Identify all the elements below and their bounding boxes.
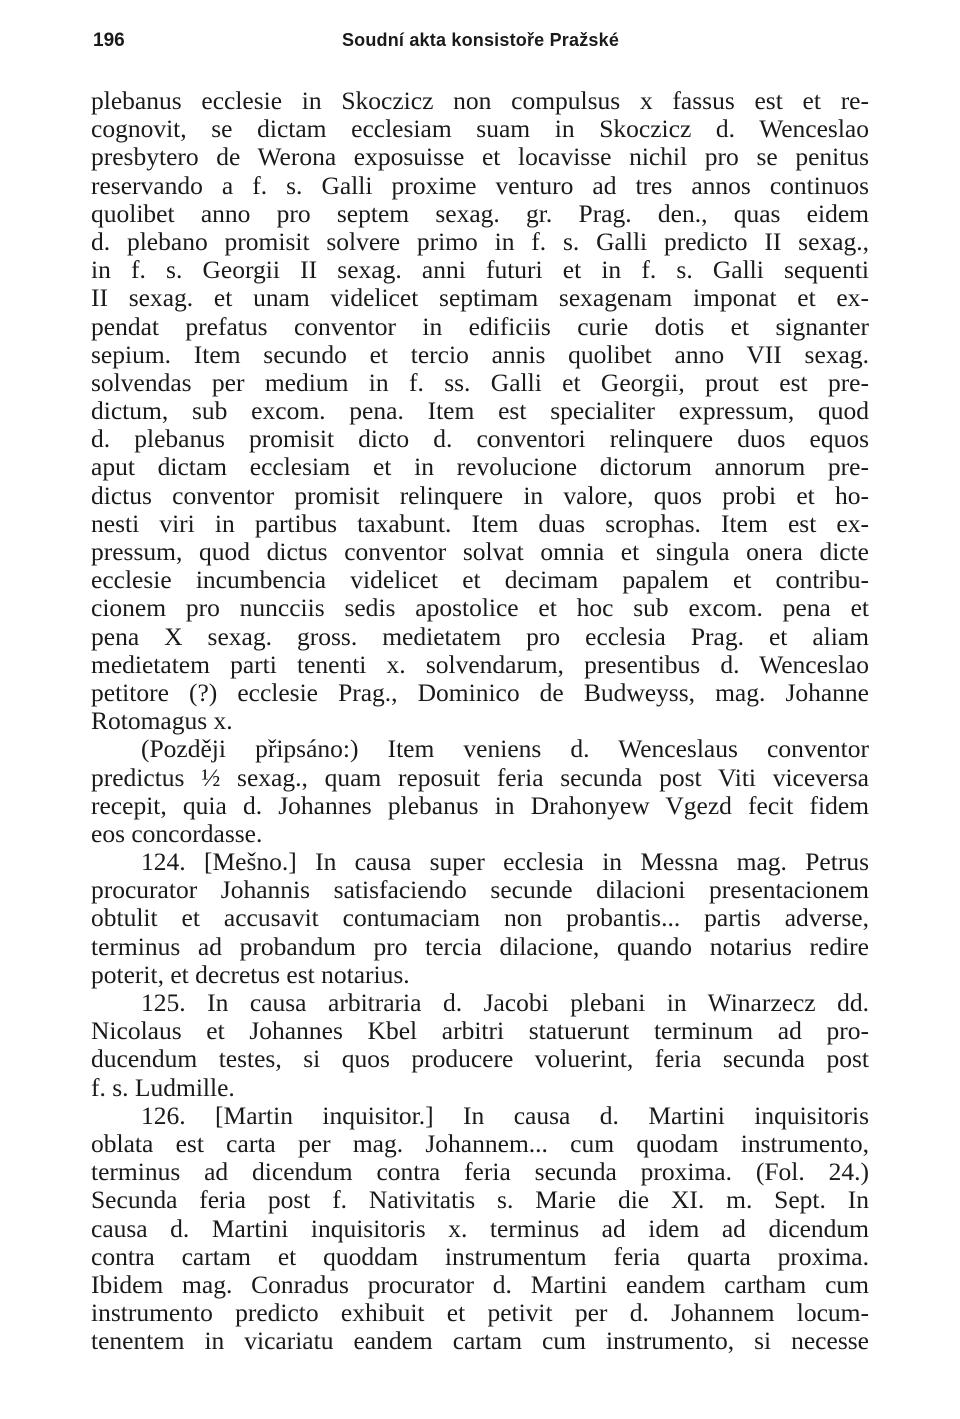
page-number: 196 bbox=[93, 30, 125, 51]
text-line: tenentem in vicariatu eandem cartam cum instrumento, si necesse bbox=[91, 1327, 869, 1356]
text-line: in f. s. Georgii II sexag. anni futuri et in f. s. Galli sequenti bbox=[91, 256, 869, 285]
text-line: Secunda feria post f. Nativitatis s. Marie die XI. m. Sept. In bbox=[91, 1186, 869, 1215]
text-line: cionem pro nuncciis sedis apostolice et hoc sub excom. pena et bbox=[91, 594, 869, 623]
text-line: ecclesie incumbencia videlicet et decimam papalem et contribu- bbox=[91, 566, 869, 595]
text-line: terminus ad probandum pro tercia dilacione, quando notarius redire bbox=[91, 932, 869, 961]
text-line: II sexag. et unam videlicet septimam sexagenam imponat et ex- bbox=[91, 284, 869, 313]
text-line: petitore (?) ecclesie Prag., Dominico de Budweyss, mag. Johanne bbox=[91, 678, 869, 707]
running-title: Soudní akta konsistoře Pražské bbox=[341, 30, 620, 50]
text-line: aput dictam ecclesiam et in revolucione dictorum annorum pre- bbox=[91, 453, 869, 482]
text-line: terminus ad dicendum contra feria secunda proxima. (Fol. 24.) bbox=[91, 1158, 869, 1187]
text-line: nesti viri in partibus taxabunt. Item duas scrophas. Item est ex- bbox=[91, 509, 869, 538]
text-line: Rotomagus x. bbox=[91, 707, 233, 736]
body-text bbox=[91, 87, 869, 1355]
text-line: predictus ½ sexag., quam reposuit feria secunda post Viti viceversa bbox=[91, 763, 869, 792]
text-line: recepit, quia d. Johannes plebanus in Drahonyew Vgezd fecit fidem bbox=[91, 791, 869, 820]
text-line: contra cartam et quoddam instrumentum feria quarta proxima. bbox=[91, 1242, 869, 1271]
text-line: presbytero de Werona exposuisse et locavisse nichil pro se penitus bbox=[91, 143, 869, 172]
text-line: dictum, sub excom. pena. Item est specialiter expressum, quod bbox=[91, 397, 869, 426]
text-line: procurator Johannis satisfaciendo secunde dilacioni presentacionem bbox=[91, 876, 869, 905]
text-line: plebanus ecclesie in Skoczicz non compulsus x fassus est et re- bbox=[91, 87, 869, 115]
text-line: reservando a f. s. Galli proxime venturo ad tres annos continuos bbox=[91, 171, 869, 200]
text-line: medietatem parti tenenti x. solvendarum, presentibus d. Wenceslao bbox=[91, 650, 869, 679]
text-line: d. plebanus promisit dicto d. conventori relinquere duos equos bbox=[91, 425, 869, 454]
text-line: d. plebano promisit solvere primo in f. s. Galli predicto II sexag., bbox=[91, 227, 869, 256]
text-line: pressum, quod dictus conventor solvat omnia et singula onera dicte bbox=[91, 538, 869, 566]
page-header bbox=[93, 30, 868, 60]
text-line: pendat prefatus conventor in edificiis curie dotis et signanter bbox=[91, 312, 869, 341]
text-line: quolibet anno pro septem sexag. gr. Prag. den., quas eidem bbox=[91, 199, 869, 228]
text-line: oblata est carta per mag. Johannem... cum quodam instrumento, bbox=[91, 1129, 869, 1158]
text-line: causa d. Martini inquisitoris x. terminus ad idem ad dicendum bbox=[91, 1214, 869, 1243]
text-line: ducendum testes, si quos producere voluerint, feria secunda post bbox=[91, 1045, 869, 1074]
text-line: 125. In causa arbitraria d. Jacobi plebani in Winarzecz dd. bbox=[141, 989, 869, 1017]
text-line: 124. [Mešno.] In causa super ecclesia in Messna mag. Petrus bbox=[141, 848, 869, 877]
text-line: dictus conventor promisit relinquere in valore, quos probi et ho- bbox=[91, 481, 869, 510]
text-line: (Později připsáno:) Item veniens d. Wenceslaus conventor bbox=[141, 735, 869, 764]
text-line: solvendas per medium in f. ss. Galli et Georgii, prout est pre- bbox=[91, 368, 869, 397]
text-line: cognovit, se dictam ecclesiam suam in Skoczicz d. Wenceslao bbox=[91, 115, 869, 144]
text-line: obtulit et accusavit contumaciam non probantis... partis adverse, bbox=[91, 904, 869, 933]
text-line: pena X sexag. gross. medietatem pro ecclesia Prag. et aliam bbox=[91, 622, 869, 651]
text-line: 126. [Martin inquisitor.] In causa d. Martini inquisitoris bbox=[141, 1101, 869, 1130]
text-line: f. s. Ludmille. bbox=[91, 1073, 235, 1102]
text-line: eos concordasse. bbox=[91, 819, 263, 848]
text-line: sepium. Item secundo et tercio annis quolibet anno VII sexag. bbox=[91, 340, 869, 369]
text-line: Nicolaus et Johannes Kbel arbitri statuerunt terminum ad pro- bbox=[91, 1017, 869, 1046]
text-line: poterit, et decretus est notarius. bbox=[91, 960, 410, 989]
text-line: Ibidem mag. Conradus procurator d. Martini eandem cartham cum bbox=[91, 1270, 869, 1299]
text-line: instrumento predicto exhibuit et petivit per d. Johannem locum- bbox=[91, 1299, 869, 1328]
